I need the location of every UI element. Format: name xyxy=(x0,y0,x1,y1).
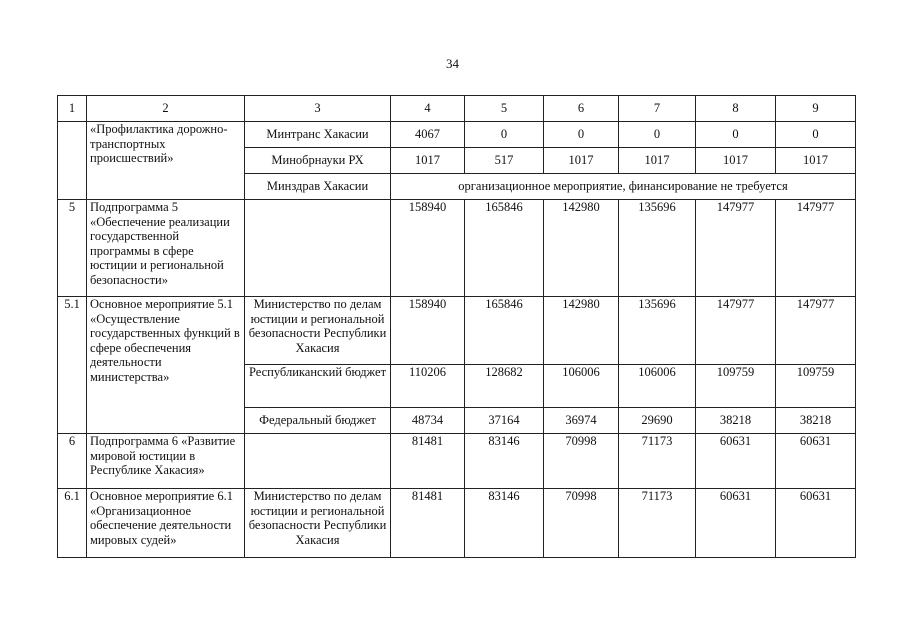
value-cell: 110206 xyxy=(391,365,465,408)
value-cell: 165846 xyxy=(465,200,544,297)
value-cell: 29690 xyxy=(619,408,696,434)
value-cell: 48734 xyxy=(391,408,465,434)
value-cell: 0 xyxy=(544,122,619,148)
value-cell: 142980 xyxy=(544,200,619,297)
executor-cell: Министерство по делам юстиции и региональной безопасности Республики Хакасия xyxy=(245,297,391,365)
page-number: 34 xyxy=(446,56,459,71)
value-cell: 71173 xyxy=(619,489,696,558)
value-cell: 135696 xyxy=(619,200,696,297)
table-row xyxy=(58,434,856,489)
value-cell: 70998 xyxy=(544,434,619,489)
table-row xyxy=(58,297,856,365)
header-cell: 5 xyxy=(465,96,544,122)
value-cell: 38218 xyxy=(776,408,856,434)
row-number-cell: 6.1 xyxy=(58,489,87,558)
table-row xyxy=(58,489,856,558)
value-cell: 60631 xyxy=(776,489,856,558)
value-cell: 60631 xyxy=(776,434,856,489)
row-number-cell xyxy=(58,122,87,200)
value-cell: 71173 xyxy=(619,434,696,489)
executor-cell xyxy=(245,434,391,489)
budget-table xyxy=(57,95,856,558)
value-cell: 0 xyxy=(465,122,544,148)
value-cell: 70998 xyxy=(544,489,619,558)
value-cell: 147977 xyxy=(776,200,856,297)
value-cell: 1017 xyxy=(544,148,619,174)
value-cell: 83146 xyxy=(465,434,544,489)
value-cell: 81481 xyxy=(391,434,465,489)
value-cell: 147977 xyxy=(776,297,856,365)
row-number-cell: 5.1 xyxy=(58,297,87,434)
value-cell: 1017 xyxy=(696,148,776,174)
value-cell: 60631 xyxy=(696,489,776,558)
header-cell: 7 xyxy=(619,96,696,122)
value-cell: 38218 xyxy=(696,408,776,434)
header-cell: 1 xyxy=(58,96,87,122)
value-cell: 1017 xyxy=(619,148,696,174)
executor-cell: Минтранс Хакасии xyxy=(245,122,391,148)
value-cell: 109759 xyxy=(776,365,856,408)
executor-cell xyxy=(245,200,391,297)
value-cell: 0 xyxy=(696,122,776,148)
executor-cell: Министерство по делам юстиции и региональной безопасности Республики Хакасия xyxy=(245,489,391,558)
measure-name-cell: Основное мероприятие 6.1 «Организационное обеспечение деятельности мировых судей» xyxy=(87,489,245,558)
value-cell: 83146 xyxy=(465,489,544,558)
measure-name-cell: Подпрограмма 6 «Развитие мировой юстиции в Республике Хакасия» xyxy=(87,434,245,489)
value-cell: 158940 xyxy=(391,297,465,365)
executor-cell: Минздрав Хакасии xyxy=(245,174,391,200)
header-cell: 6 xyxy=(544,96,619,122)
value-cell: 147977 xyxy=(696,297,776,365)
value-cell: 147977 xyxy=(696,200,776,297)
value-cell: 0 xyxy=(619,122,696,148)
header-cell: 3 xyxy=(245,96,391,122)
value-cell: 60631 xyxy=(696,434,776,489)
value-cell: 1017 xyxy=(776,148,856,174)
header-row xyxy=(58,96,856,122)
measure-name-cell: Основное мероприятие 5.1 «Осуществление государственных функций в сфере обеспечения деятельности министерства» xyxy=(87,297,245,434)
value-cell: 135696 xyxy=(619,297,696,365)
value-cell: 517 xyxy=(465,148,544,174)
value-cell: 106006 xyxy=(619,365,696,408)
value-cell: 106006 xyxy=(544,365,619,408)
value-cell: 36974 xyxy=(544,408,619,434)
row-number-cell: 6 xyxy=(58,434,87,489)
executor-cell: Республиканский бюджет xyxy=(245,365,391,408)
value-cell: 1017 xyxy=(391,148,465,174)
value-cell: 109759 xyxy=(696,365,776,408)
value-cell: 128682 xyxy=(465,365,544,408)
value-cell: 37164 xyxy=(465,408,544,434)
table-row xyxy=(58,122,856,148)
table-row xyxy=(58,200,856,297)
value-cell: 142980 xyxy=(544,297,619,365)
header-cell: 8 xyxy=(696,96,776,122)
row-number-cell: 5 xyxy=(58,200,87,297)
value-cell: 165846 xyxy=(465,297,544,365)
measure-name-cell: Подпрограмма 5 «Обеспечение реализации государственной программы в сфере юстиции и региональной безопасности» xyxy=(87,200,245,297)
measure-name-cell: «Профилактика дорожно-транспортных происшествий» xyxy=(87,122,245,200)
value-cell: 158940 xyxy=(391,200,465,297)
executor-cell: Минобрнауки РХ xyxy=(245,148,391,174)
header-cell: 9 xyxy=(776,96,856,122)
value-cell: 0 xyxy=(776,122,856,148)
executor-cell: Федеральный бюджет xyxy=(245,408,391,434)
value-cell: 81481 xyxy=(391,489,465,558)
header-cell: 4 xyxy=(391,96,465,122)
header-cell: 2 xyxy=(87,96,245,122)
value-cell: 4067 xyxy=(391,122,465,148)
note-cell: организационное мероприятие, финансирование не требуется xyxy=(391,174,856,200)
